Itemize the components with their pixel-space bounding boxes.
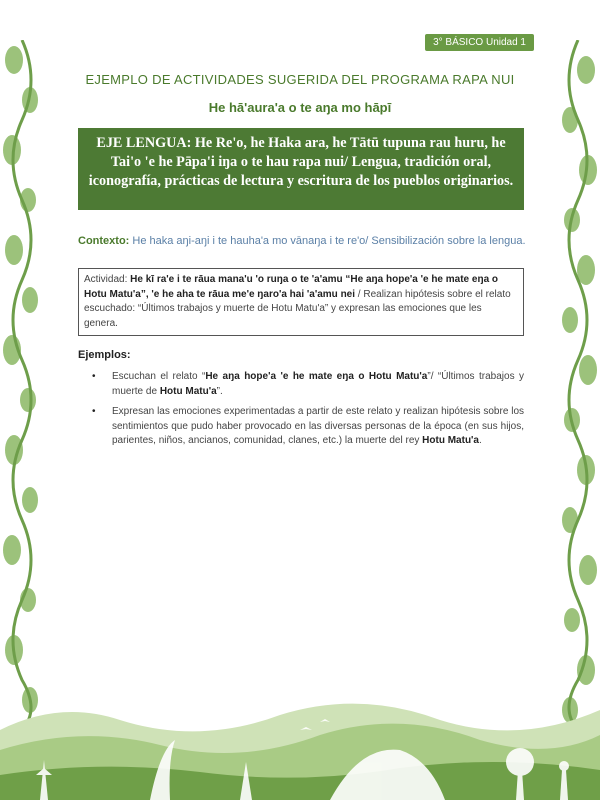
bullet: •: [92, 406, 96, 417]
list-item: [78, 370, 524, 399]
right-decorative-border: [554, 40, 600, 730]
grade-unit-badge: 3° BÁSICO Unidad 1: [425, 34, 534, 51]
ejemplos-list: [78, 370, 524, 455]
bullet: •: [92, 371, 96, 382]
contexto-line: [78, 235, 528, 247]
item1-mid: ”/ “Últimos trabajos y muerte de: [112, 371, 524, 397]
item1-pre: Escuchan el relato “: [112, 371, 206, 382]
left-decorative-border: [0, 40, 46, 730]
actividad-spanish-text: / Realizan hipótesis sobre el relato escuchado: “Últimos trabajos y muerte de Hotu Matu'a” y expresan las emociones que les genera.: [84, 288, 511, 329]
item1-bold-name: Hotu Matu'a: [159, 385, 217, 397]
actividad-label: Actividad:: [84, 274, 128, 285]
item2-post: .: [479, 435, 482, 446]
ejemplos-label: Ejemplos:: [78, 349, 131, 361]
eje-lengua-box: [78, 128, 524, 210]
item1-bold-title: He aŋa hope'a 'e he mate eŋa o Hotu Matu'a: [205, 371, 428, 382]
page-subtitle: He hā'aura'a o te aŋa mo hāpī: [208, 100, 392, 115]
item2-pre: Expresan las emociones experimentadas a partir de este relato y realizan hipótesis sobre los sentimientos que pudo haber provocado en las diversas personas de la época (en sus hijos, parientes, niños, ancianos, comunidad, clanes, etc.) la muerte del rey: [112, 406, 524, 446]
actividad-rapanui-text: He kī ra'e i te rāua mana'u 'o ruŋa o te 'a'amu “He aŋa hope'a 'e he mate eŋa o Hotu Matu'a”, 'e he aha te rāua me'e ŋaro'a hai 'a'amu nei: [84, 274, 499, 300]
actividad-box: [78, 268, 524, 336]
contexto-text: He haka aŋi-aŋi i te hauha'a mo vānaŋa i te re'o/ Sensibilización sobre la lengua.: [132, 235, 526, 247]
eje-lengua-text: EJE LENGUA: He Re'o, he Haka ara, he Tātū tupuna rau huru, he Tai'o 'e he Pāpa'i iŋa o te hau rapa nui/ Lengua, tradición oral, iconografía, prácticas de lectura y escritura de los pueblos originarios.: [88, 135, 514, 189]
footer-landscape-illustration: [0, 690, 600, 800]
page-title: EJEMPLO DE ACTIVIDADES SUGERIDA DEL PROGRAMA RAPA NUI: [85, 72, 515, 87]
contexto-label: Contexto:: [78, 235, 130, 247]
item1-post: ”.: [216, 385, 223, 397]
item2-bold-name: Hotu Matu'a: [422, 435, 479, 446]
list-item: [78, 405, 524, 449]
